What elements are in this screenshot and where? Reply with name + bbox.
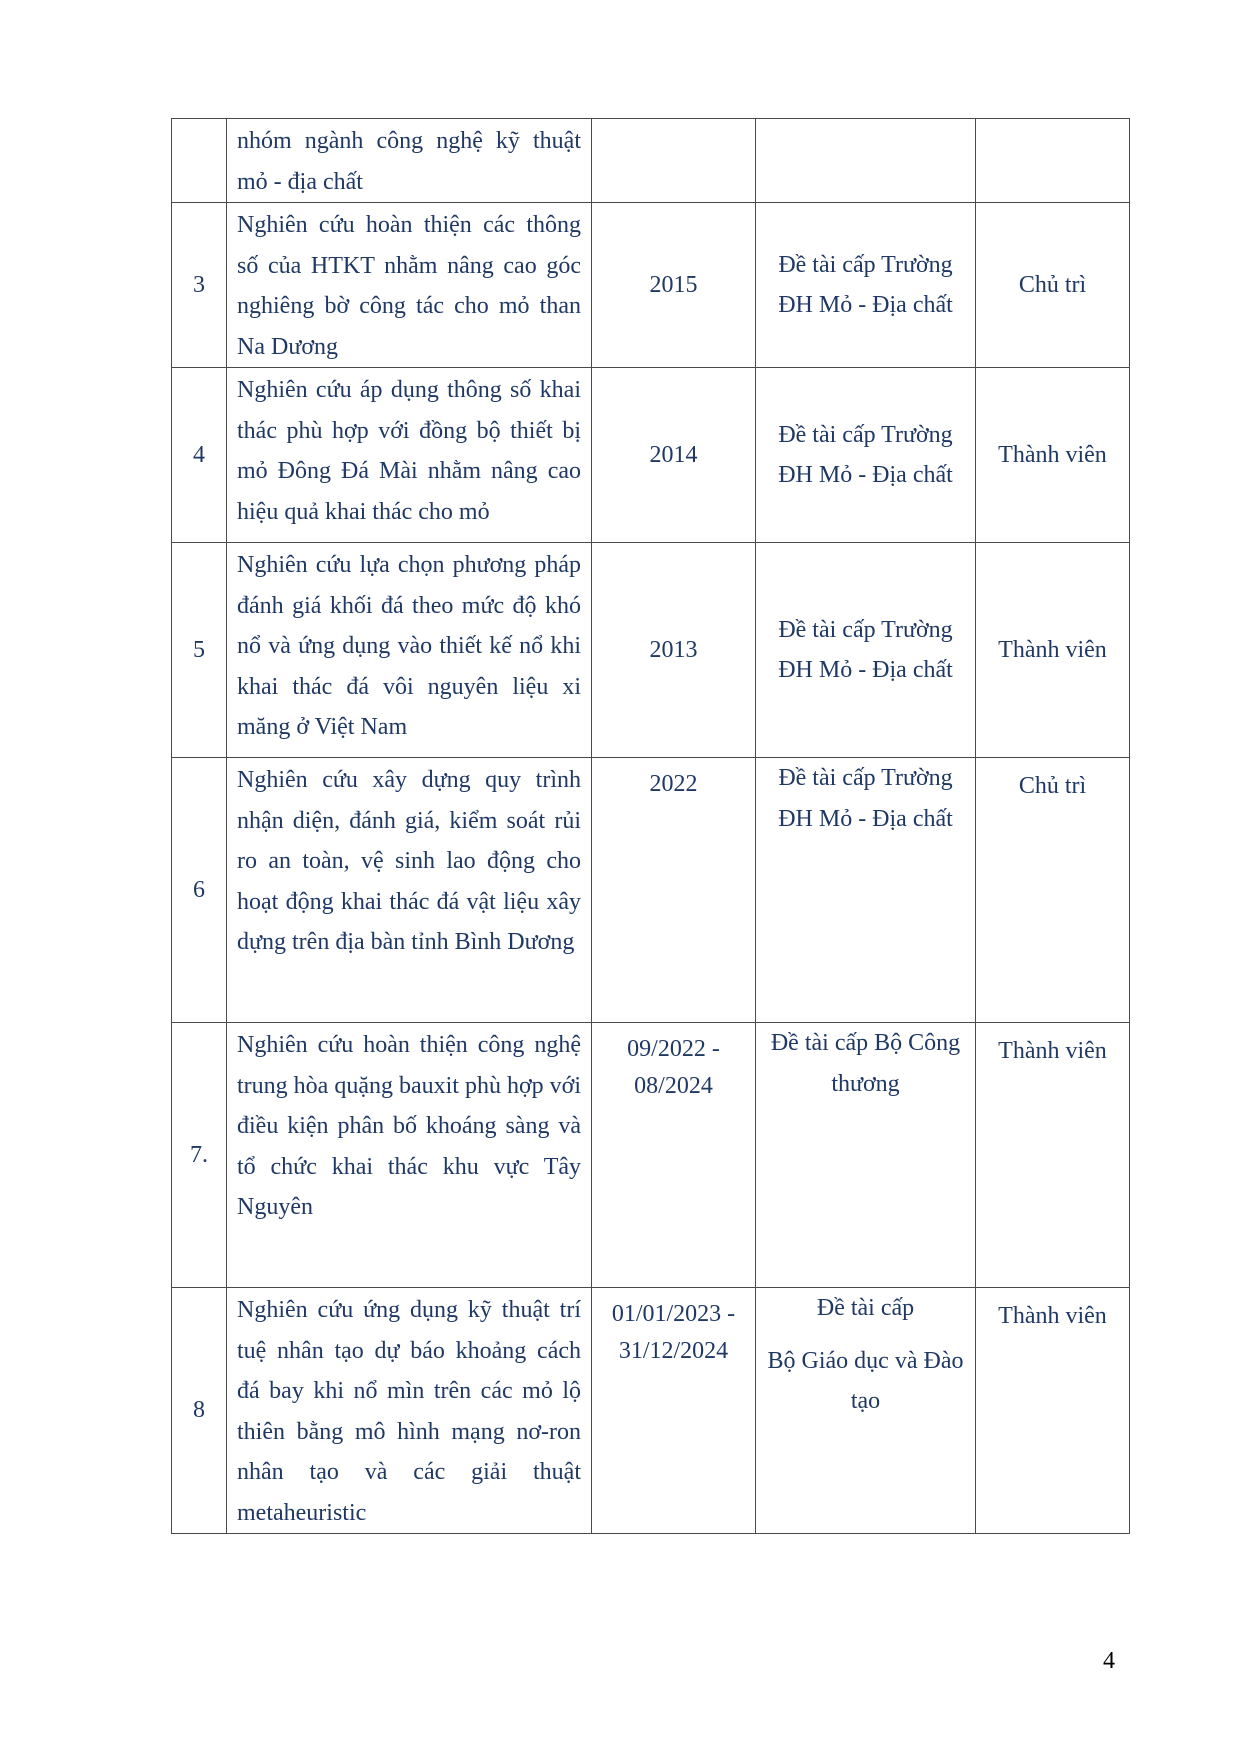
table-row <box>172 1288 1130 1534</box>
row-number: 6 <box>172 758 227 1023</box>
project-level-line-1: Đề tài cấp <box>816 1295 915 1321</box>
project-role: Chủ trì <box>976 203 1130 368</box>
project-role: Thành viên <box>976 1023 1130 1288</box>
page-number: 4 <box>1103 1648 1115 1674</box>
project-level: Đề tài cấp Bộ Công thương <box>756 1023 976 1288</box>
row-number: 8 <box>172 1288 227 1534</box>
project-level: Đề tài cấp Trường ĐH Mỏ - Địa chất <box>756 543 976 758</box>
project-year <box>592 119 756 203</box>
row-number: 5 <box>172 543 227 758</box>
project-name-text: Nghiên cứu áp dụng thông số khai thác phù hợp với đồng bộ thiết bị mỏ Đông Đá Mài nhằm nâng cao hiệu quả khai thác cho mỏ <box>237 377 581 525</box>
project-role: Chủ trì <box>976 758 1130 1023</box>
project-level: Đề tài cấp Trường ĐH Mỏ - Địa chất <box>756 758 976 1023</box>
project-name-text: nhóm ngành công nghệ kỹ thuật mỏ - địa chất <box>237 128 581 195</box>
project-year: 2022 <box>592 758 756 1023</box>
project-year: 2013 <box>592 543 756 758</box>
project-name <box>227 203 592 368</box>
research-projects-table <box>171 118 1130 1534</box>
row-number: 7. <box>172 1023 227 1288</box>
project-level <box>756 1288 976 1534</box>
project-level: Đề tài cấp Trường ĐH Mỏ - Địa chất <box>756 203 976 368</box>
table-row <box>172 1023 1130 1288</box>
project-name <box>227 543 592 758</box>
project-name <box>227 1023 592 1288</box>
project-level <box>756 119 976 203</box>
project-level-line-2: Bộ Giáo dục và Đào tạo <box>767 1347 964 1414</box>
project-role: Thành viên <box>976 1288 1130 1534</box>
table-row <box>172 368 1130 543</box>
project-name-text: Nghiên cứu ứng dụng kỹ thuật trí tuệ nhân tạo dự báo khoảng cách đá bay khi nổ mìn trên các mỏ lộ thiên bằng mô hình mạng nơ-ron nhân tạo và các giải thuật metaheuristic <box>237 1297 581 1526</box>
project-name <box>227 758 592 1023</box>
project-role <box>976 119 1130 203</box>
project-role: Thành viên <box>976 368 1130 543</box>
row-number <box>172 119 227 203</box>
project-year: 2015 <box>592 203 756 368</box>
project-name <box>227 1288 592 1534</box>
table-row <box>172 758 1130 1023</box>
project-name <box>227 368 592 543</box>
project-year: 01/01/2023 - 31/12/2024 <box>592 1288 756 1534</box>
project-name-text: Nghiên cứu hoàn thiện các thông số của HTKT nhằm nâng cao góc nghiêng bờ công tác cho mỏ than Na Dương <box>237 212 581 360</box>
table-row <box>172 119 1130 203</box>
project-level: Đề tài cấp Trường ĐH Mỏ - Địa chất <box>756 368 976 543</box>
project-name-text: Nghiên cứu lựa chọn phương pháp đánh giá khối đá theo mức độ khó nổ và ứng dụng vào thiết kế nổ khi khai thác đá vôi nguyên liệu xi măng ở Việt Nam <box>237 552 581 740</box>
table-row <box>172 203 1130 368</box>
project-year: 2014 <box>592 368 756 543</box>
project-name <box>227 119 592 203</box>
table-row <box>172 543 1130 758</box>
row-number: 3 <box>172 203 227 368</box>
project-name-text: Nghiên cứu xây dựng quy trình nhận diện, đánh giá, kiểm soát rủi ro an toàn, vệ sinh lao động cho hoạt động khai thác đá vật liệu xây dựng trên địa bàn tỉnh Bình Dương <box>237 767 581 955</box>
row-number: 4 <box>172 368 227 543</box>
project-name-text: Nghiên cứu hoàn thiện công nghệ trung hòa quặng bauxit phù hợp với điều kiện phân bố khoáng sàng và tổ chức khai thác khu vực Tây Nguyên <box>237 1032 582 1220</box>
project-year: 09/2022 - 08/2024 <box>592 1023 756 1288</box>
project-role: Thành viên <box>976 543 1130 758</box>
